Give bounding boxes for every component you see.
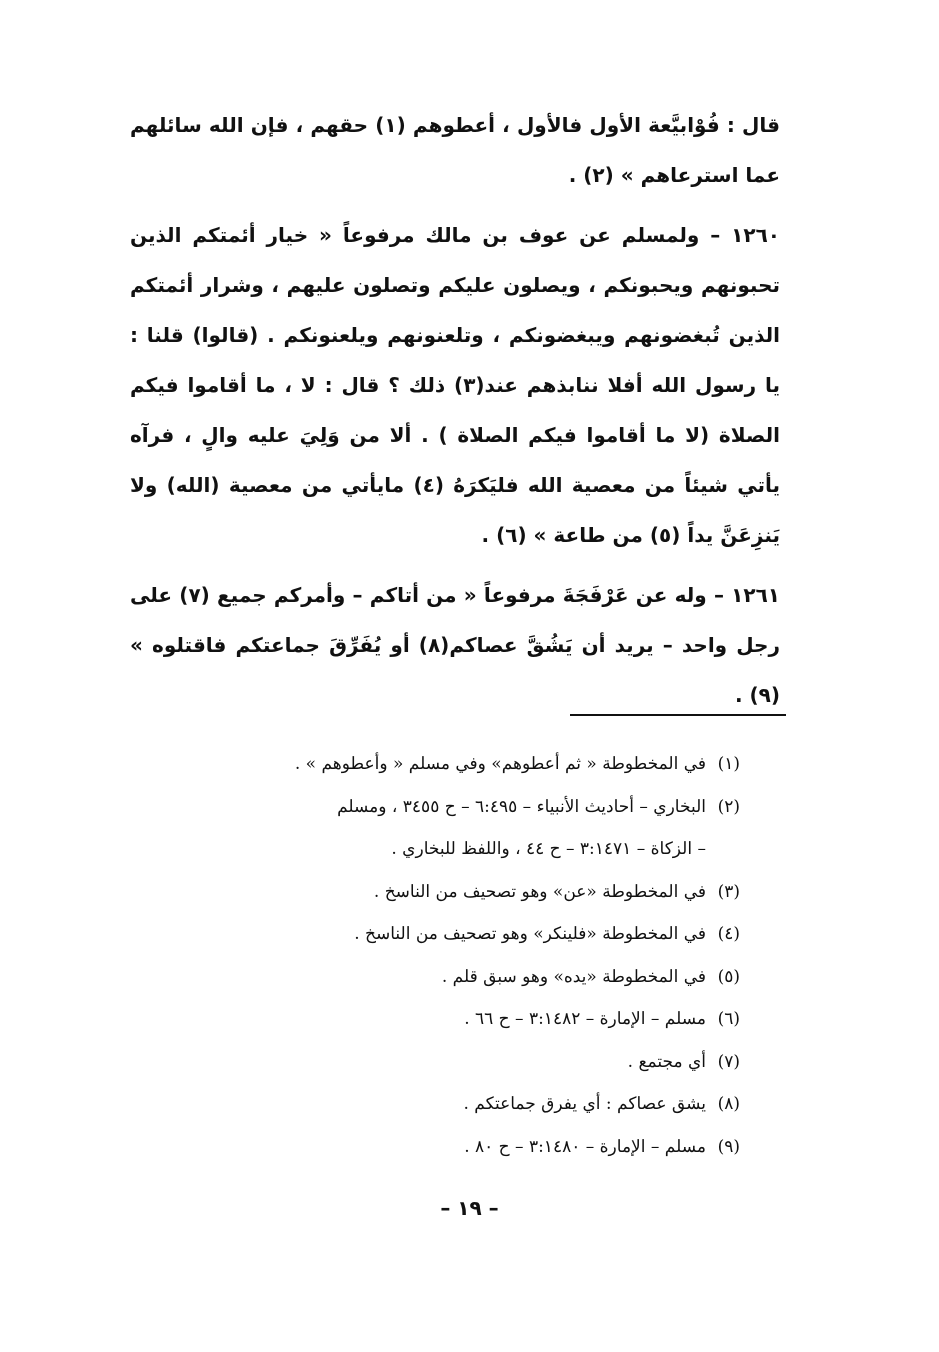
footnote-text: – الزكاة – ٣:١٤٧١ – ح ٤٤ ، واللفظ للبخاري .: [391, 839, 706, 859]
footnote-text: يشق عصاكم : أي يفرق جماعتكم .: [463, 1094, 706, 1114]
footnote-9: [135, 1126, 740, 1169]
footnote-number: (٢): [717, 796, 740, 817]
footnote-text: في المخطوطة «يده» وهو سبق قلم .: [441, 966, 706, 987]
footnote-number: (٣): [717, 881, 740, 902]
footnote-number: (١): [717, 754, 740, 774]
footnote-8: [135, 1083, 740, 1126]
footnote-text: مسلم – الإمارة – ٣:١٤٨٢ – ح ٦٦ .: [464, 1009, 706, 1029]
footnote-4: [135, 913, 740, 956]
footnote-text: في المخطوطة «فلينكر» وهو تصحيف من الناسخ .: [354, 924, 706, 944]
footnote-text: البخاري – أحاديث الأنبياء – ٦:٤٩٥ – ح ٣٤٥٥ ، ومسلم: [337, 796, 706, 817]
paragraph-hadith-continuation: قال : فُوْابيَّعة الأول فالأول ، أعطوهم (١) حقهم ، فإن الله سائلهم عما استرعاهم » (٢) .: [130, 113, 780, 187]
footnote-number: (٦): [717, 1009, 740, 1029]
footnote-2-continuation: [135, 828, 740, 871]
footnote-6: [135, 998, 740, 1041]
main-text: [130, 100, 780, 730]
footnote-2: [135, 786, 740, 829]
footnotes: [135, 743, 740, 1168]
footnote-number: (٧): [717, 1051, 740, 1072]
footnote-1: [135, 743, 740, 786]
footnote-5: [135, 956, 740, 999]
footnote-number: (٥): [717, 966, 740, 987]
footnote-text: في المخطوطة «عن» وهو تصحيف من الناسخ .: [373, 881, 706, 902]
footnote-number: (٨): [717, 1094, 740, 1114]
paragraph-hadith-1261: ١٢٦١ – وله عن عَرْفَجَةَ مرفوعاً « من أتاكم – وأمركم جميع (٧) على رجل واحد – يريد أن يَشُقَّ عصاكم(٨) أو يُفَرِّقَ جماعتكم فاقتلوه » (٩) .: [130, 583, 780, 707]
footnote-text: أي مجتمع .: [627, 1051, 706, 1072]
footnote-divider: [570, 714, 786, 716]
footnote-text: في المخطوطة « ثم أعطوهم» وفي مسلم « وأعطوهم » .: [294, 754, 706, 774]
footnote-number: (٩): [717, 1136, 740, 1157]
footnote-text: مسلم – الإمارة – ٣:١٤٨٠ – ح ٨٠ .: [464, 1136, 706, 1157]
footnote-3: [135, 871, 740, 914]
page-number: – ١٩ –: [440, 1196, 499, 1220]
paragraph-hadith-1260: ١٢٦٠ – ولمسلم عن عوف بن مالك مرفوعاً « خيار أئمتكم الذين تحبونهم ويحبونكم ، ويصلون عليكم وتصلون عليهم ، وشرار أئمتكم الذين تُبغضونهم ويبغضونكم ، وتلعنونهم ويلعنونكم . (قالوا) قلنا : يا رسول الله أفلا ننابذهم عند(٣) ذلك ؟ قال : لا ، ما أقاموا فيكم الصلاة (لا ما أقاموا فيكم الصلاة ) . ألا من وَلِيَ عليه والٍ ، فرآه يأتي شيئاً من معصية الله فليَكرَهُ (٤) مايأتي من معصية (الله) ولا يَنزِعَنَّ يداً (٥) من طاعة » (٦) .: [130, 223, 780, 547]
footnote-7: [135, 1041, 740, 1084]
footnote-number: (٤): [717, 924, 740, 944]
footnote-number: [706, 828, 740, 871]
